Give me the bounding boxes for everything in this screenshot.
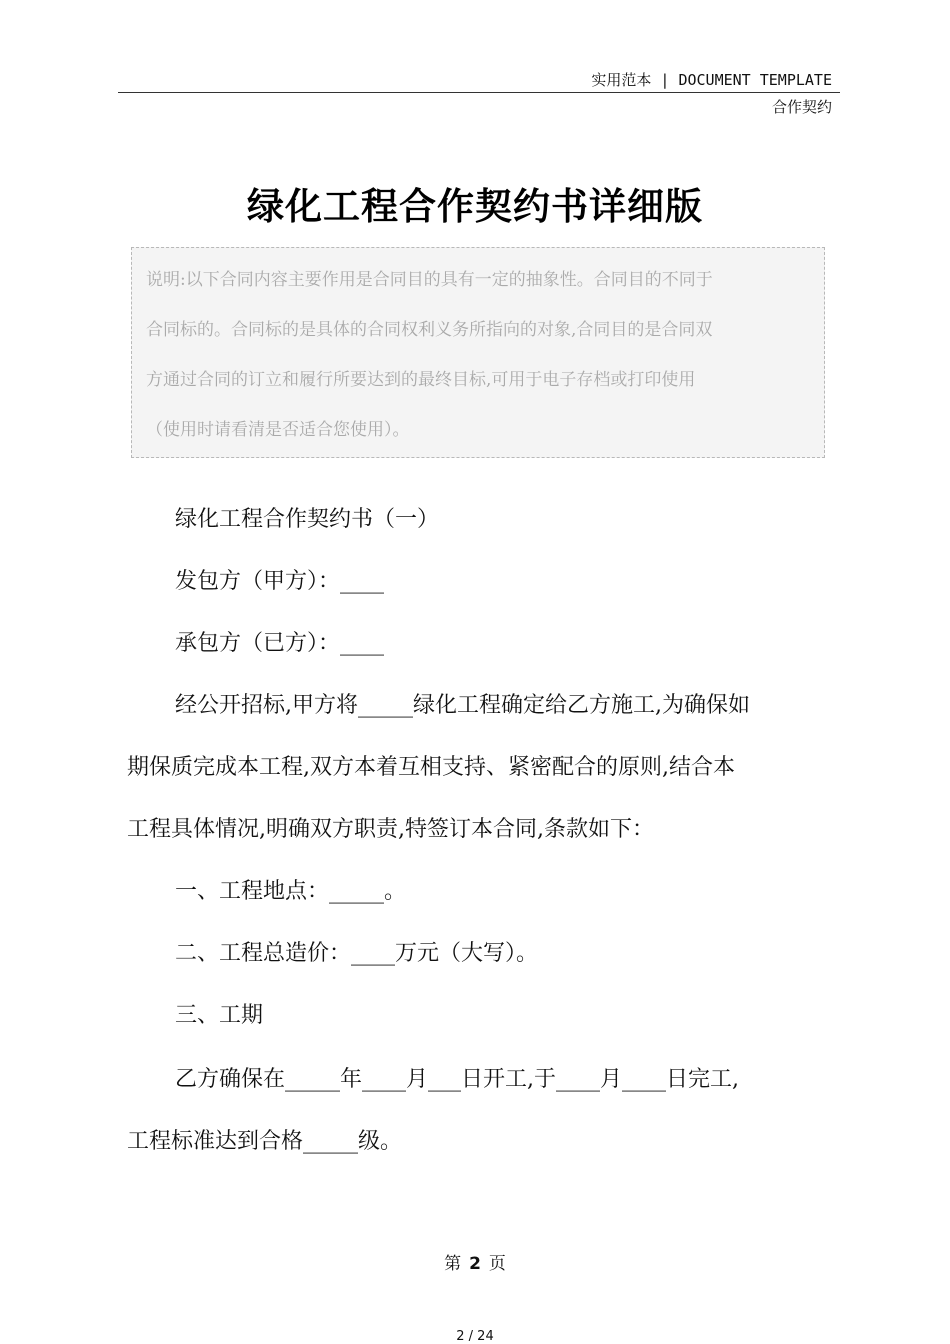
body-paragraph-line: 乙方确保在_____年____月___日开工,于____月____日完工, bbox=[175, 1067, 739, 1092]
clause-location: 一、工程地点：_____。 bbox=[175, 879, 407, 904]
page-number-prefix: 第 bbox=[444, 1254, 462, 1274]
section-heading: 绿化工程合作契约书（一） bbox=[175, 507, 440, 532]
body-paragraph-line: 工程标准达到合格_____级。 bbox=[127, 1129, 403, 1154]
party-b-line: 承包方（已方）：____ bbox=[175, 631, 385, 656]
note-box bbox=[131, 247, 825, 458]
header-category-label: 合作契约 bbox=[771, 98, 832, 116]
body-paragraph-line: 经公开招标,甲方将_____绿化工程确定给乙方施工,为确保如 bbox=[175, 693, 750, 718]
note-line: 合同标的。合同标的是具体的合同权利义务所指向的对象,合同目的是合同双 bbox=[146, 320, 713, 340]
note-line: （使用时请看清是否适合您使用）。 bbox=[146, 420, 410, 440]
clause-schedule-heading: 三、工期 bbox=[175, 1003, 264, 1028]
document-title: 绿化工程合作契约书详细版 bbox=[247, 185, 703, 228]
header-template-label: 实用范本 | DOCUMENT TEMPLATE bbox=[591, 71, 832, 89]
page-number bbox=[0, 1249, 950, 1274]
page-count: 2 / 24 bbox=[456, 1329, 494, 1344]
body-paragraph-line: 期保质完成本工程,双方本着互相支持、紧密配合的原则,结合本 bbox=[127, 755, 735, 780]
note-line: 方通过合同的订立和履行所要达到的最终目标,可用于电子存档或打印使用 bbox=[146, 370, 696, 390]
party-a-line: 发包方（甲方）：____ bbox=[175, 569, 385, 594]
page-number-value: 2 bbox=[469, 1254, 481, 1274]
page-number-suffix: 页 bbox=[488, 1254, 506, 1274]
clause-total-cost: 二、工程总造价：____万元（大写）。 bbox=[175, 941, 539, 966]
body-paragraph-line: 工程具体情况,明确双方职责,特签订本合同,条款如下： bbox=[127, 817, 654, 842]
note-line: 说明:以下合同内容主要作用是合同目的具有一定的抽象性。合同目的不同于 bbox=[146, 270, 713, 290]
header-divider bbox=[118, 92, 840, 93]
